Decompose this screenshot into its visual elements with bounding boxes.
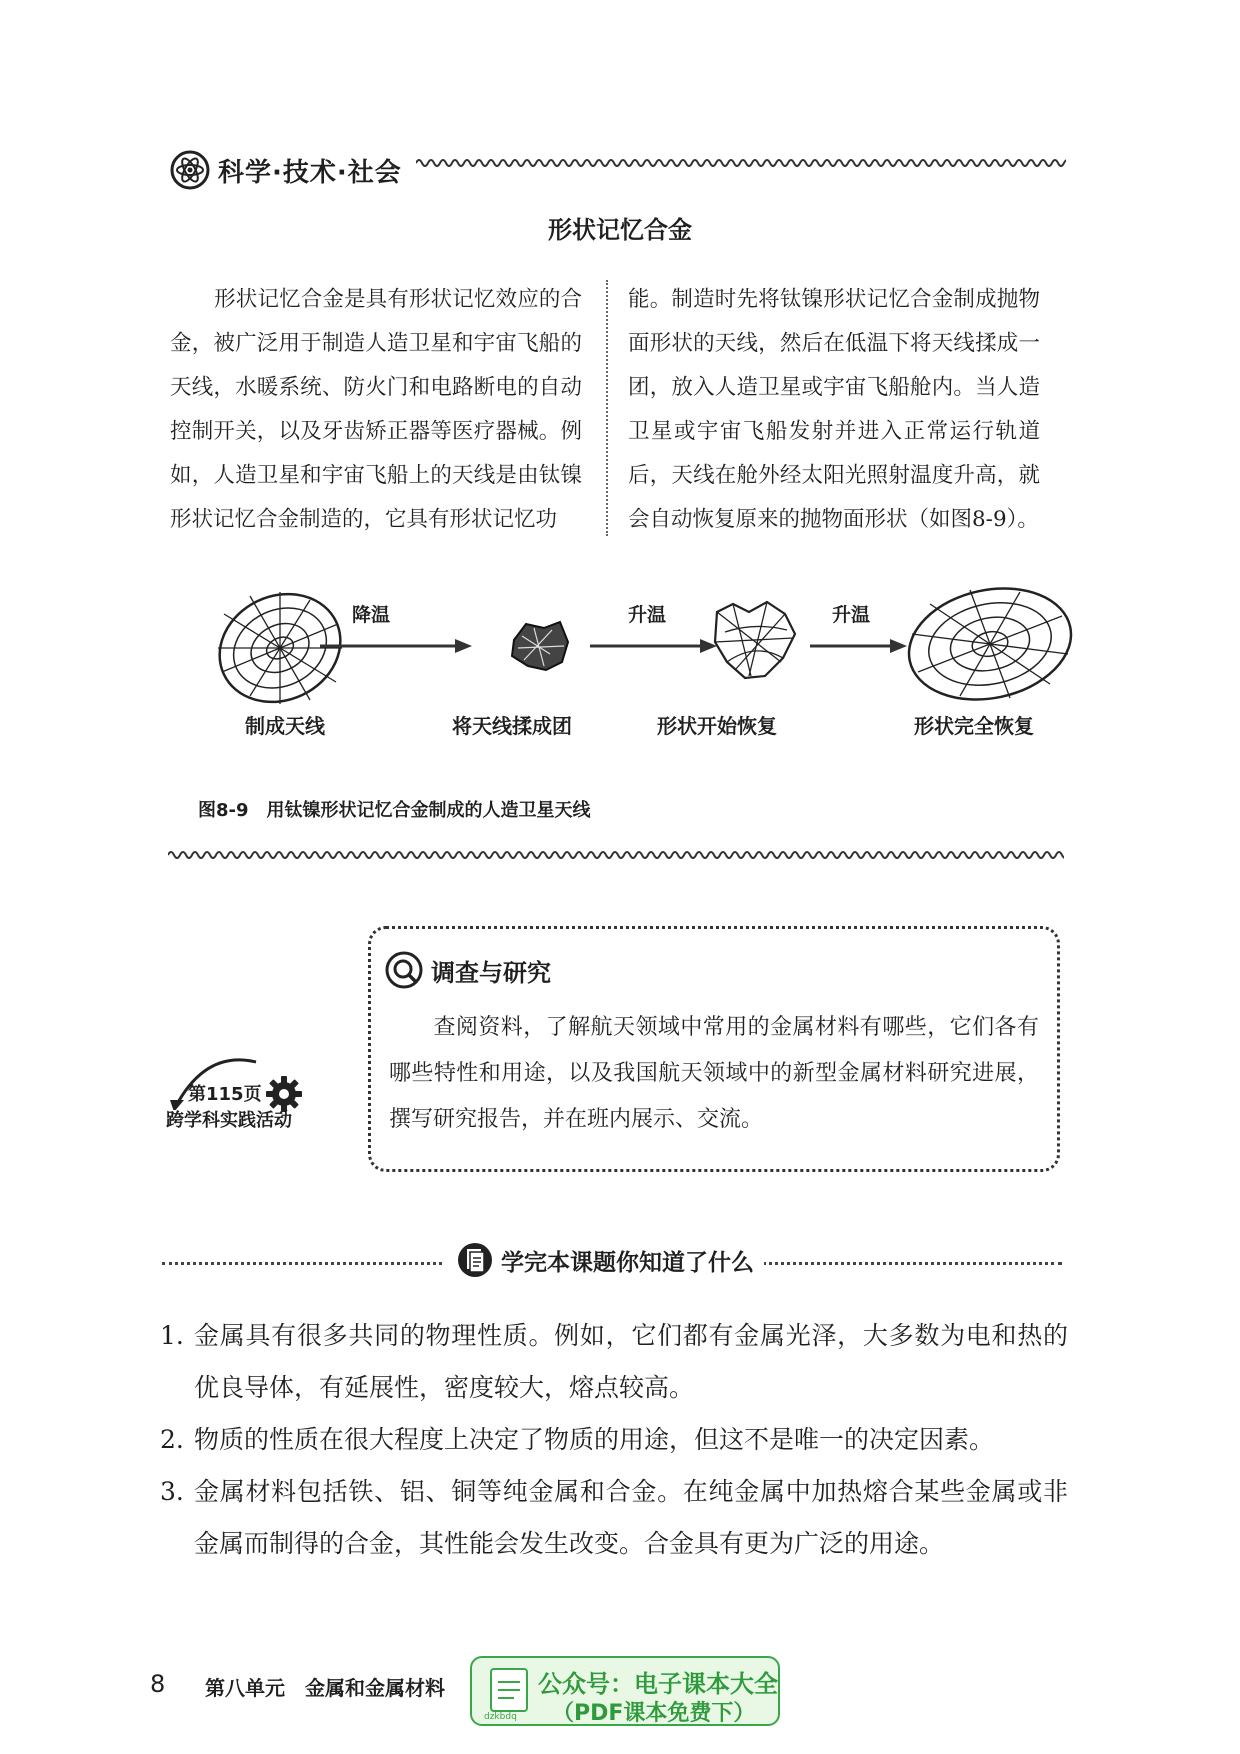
investigation-text: 查阅资料，了解航天领域中常用的金属材料有哪些，它们各有哪些特性和用途，以及我国航天领域中的新型金属材料研究进展，撰写研究报告，并在班内展示、交流。 xyxy=(389,1015,1039,1132)
crumpled-antenna-icon xyxy=(512,622,568,670)
list-item-text: 物质的性质在很大程度上决定了物质的用途，但这不是唯一的决定因素。 xyxy=(194,1425,995,1454)
stage-label-3: 形状开始恢复 xyxy=(657,714,777,738)
investigation-body xyxy=(389,1005,1039,1143)
watermark-icon-caption: dzkbdq xyxy=(484,1712,517,1722)
arrow-heat-icon xyxy=(810,639,907,653)
stage-label-2: 将天线揉成团 xyxy=(452,714,572,738)
magnifier-icon xyxy=(385,951,423,989)
column-divider xyxy=(606,280,608,536)
investigation-title: 调查与研究 xyxy=(431,958,551,987)
stage-label-4: 形状完全恢复 xyxy=(914,714,1034,738)
summary-list xyxy=(160,1310,1068,1570)
list-item xyxy=(160,1414,1068,1466)
list-item-number: 3. xyxy=(160,1477,184,1506)
wave-divider-bottom xyxy=(168,848,1064,862)
book-icon xyxy=(490,1668,528,1712)
document-icon xyxy=(457,1240,493,1280)
section-header xyxy=(170,150,402,190)
cross-reference[interactable] xyxy=(166,1050,316,1130)
dotted-rule-left xyxy=(162,1262,442,1265)
article-title: 形状记忆合金 xyxy=(548,216,692,244)
wave-divider-top xyxy=(416,156,1066,170)
atom-icon xyxy=(170,150,210,190)
investigation-header xyxy=(385,951,551,989)
list-item xyxy=(160,1466,1068,1570)
list-item xyxy=(160,1310,1068,1414)
list-item-text: 金属具有很多共同的物理性质。例如，它们都有金属光泽，大多数为电和热的优良导体，有延展性，密度较大，熔点较高。 xyxy=(194,1321,1068,1402)
arrow-label-heat-2: 升温 xyxy=(832,604,871,626)
page-number: 8 xyxy=(150,1670,166,1698)
section-title: 科学·技术·社会 xyxy=(218,157,402,188)
watermark-badge xyxy=(470,1656,780,1726)
cross-ref-page: 第115页 xyxy=(188,1084,262,1105)
article-paragraph-left xyxy=(170,278,582,542)
dish-antenna-icon xyxy=(899,580,1080,710)
investigation-box xyxy=(368,926,1060,1172)
list-item-number: 1. xyxy=(160,1321,184,1350)
summary-title: 学完本课题你知道了什么 xyxy=(501,1249,754,1276)
arrow-cool-icon xyxy=(320,639,472,653)
dotted-rule-right xyxy=(762,1262,1062,1265)
recovering-antenna-icon xyxy=(715,602,795,678)
watermark-line-2: （PDF课本免费下） xyxy=(552,1701,756,1726)
figure-caption: 图8-9 用钛镍形状记忆合金制成的人造卫星天线 xyxy=(198,800,591,821)
summary-title-wrap xyxy=(447,1240,764,1280)
arrow-label-heat-1: 升温 xyxy=(628,604,667,626)
list-item-number: 2. xyxy=(160,1425,184,1454)
cross-ref-label: 跨学科实践活动 xyxy=(166,1110,292,1131)
figure-antenna-sequence xyxy=(200,580,1080,750)
list-item-text: 金属材料包括铁、铝、铜等纯金属和合金。在纯金属中加热熔合某些金属或非金属而制得的合金，其性能会发生改变。合金具有更为广泛的用途。 xyxy=(194,1477,1068,1558)
watermark-line-1: 公众号：电子课本大全 xyxy=(538,1670,778,1698)
article-text-left: 形状记忆合金是具有形状记忆效应的合金，被广泛用于制造人造卫星和宇宙飞船的天线，水暖系统、防火门和电路断电的自动控制开关，以及牙齿矫正器等医疗器械。例如，人造卫星和宇宙飞船上的天线是由钛镍形状记忆合金制造的，它具有形状记忆功 xyxy=(170,287,582,532)
arrow-heat-icon xyxy=(590,639,717,653)
arrow-label-cool: 降温 xyxy=(352,604,391,626)
article-paragraph-right: 能。制造时先将钛镍形状记忆合金制成抛物面形状的天线，然后在低温下将天线揉成一团，放入人造卫星或宇宙飞船舱内。当人造卫星或宇宙飞船发射并进入正常运行轨道后，天线在舱外经太阳光照射温度升高，就会自动恢复原来的抛物面形状（如图8-9）。 xyxy=(628,287,1040,532)
stage-label-1: 制成天线 xyxy=(245,714,325,738)
summary-header xyxy=(162,1240,1062,1284)
unit-title: 第八单元 金属和金属材料 xyxy=(205,1676,445,1700)
